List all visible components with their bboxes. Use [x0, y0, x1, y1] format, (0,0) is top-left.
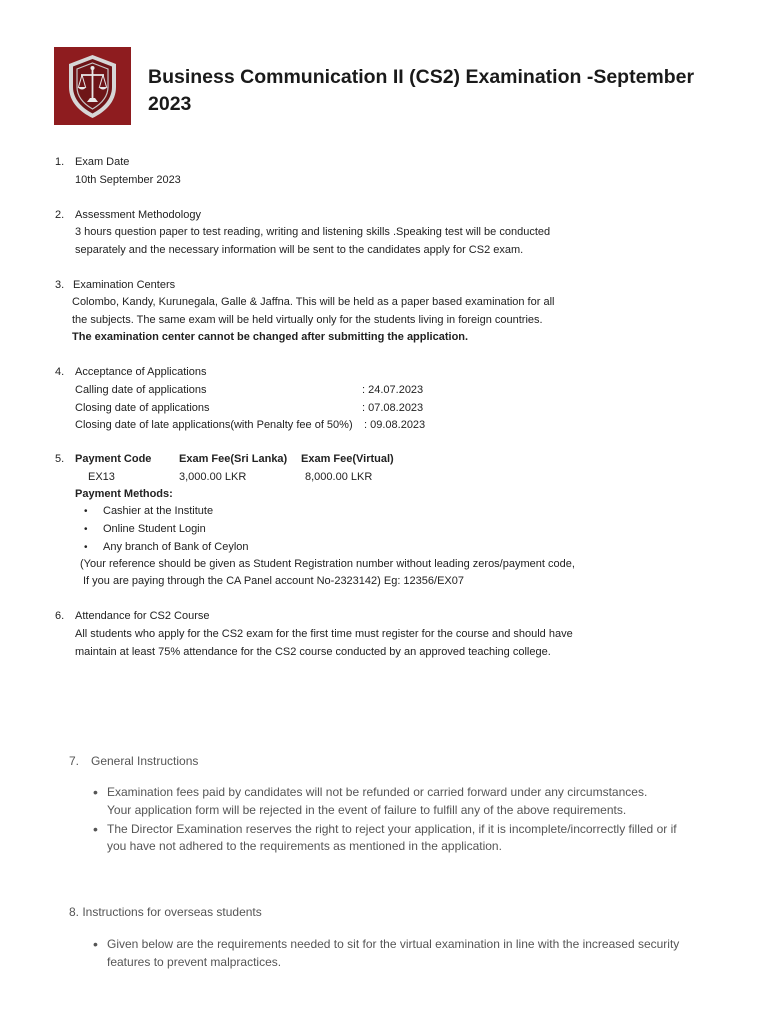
general-instruction-line: Examination fees paid by candidates will not be refunded or carried forward under any circumstances.: [107, 785, 648, 799]
section-5-number: 5.: [55, 453, 65, 465]
fee-virtual-value: 8,000.00 LKR: [305, 471, 373, 483]
overseas-instruction-line: Given below are the requirements needed to sit for the virtual examination in line with the increased security: [107, 937, 680, 951]
section-2-text-line: 3 hours question paper to test reading, writing and listening skills .Speaking test will be conducted: [75, 226, 551, 238]
scales-shield-icon: [54, 47, 131, 125]
section-8-heading: 8. Instructions for overseas students: [69, 905, 262, 919]
fee-virtual-header: Exam Fee(Virtual): [301, 453, 394, 465]
section-3-text-line: the subjects. The same exam will be held virtually only for the students living in foreign countries.: [72, 314, 543, 326]
section-7-number: 7.: [69, 754, 80, 768]
section-3-heading: Examination Centers: [73, 279, 176, 291]
closing-date-value: : 07.08.2023: [362, 402, 424, 414]
late-closing-date-label: Closing date of late applications(with Penalty fee of 50%): [75, 419, 353, 431]
section-3-number: 3.: [55, 279, 65, 291]
section-3-text-line: Colombo, Kandy, Kurunegala, Galle & Jaffna. This will be held as a paper based examination for all: [72, 296, 555, 308]
bullet-icon: •: [93, 936, 98, 952]
bullet-icon: •: [84, 506, 88, 517]
institute-logo: [54, 47, 131, 125]
closing-date-label: Closing date of applications: [75, 402, 210, 414]
payment-method-item: Any branch of Bank of Ceylon: [103, 541, 249, 553]
general-instruction-line: Your application form will be rejected in the event of failure to fulfill any of the above requirements.: [107, 803, 627, 817]
section-6-number: 6.: [55, 610, 65, 622]
payment-method-item: Online Student Login: [103, 523, 206, 535]
section-4-number: 4.: [55, 366, 65, 378]
payment-methods-label: Payment Methods:: [75, 488, 173, 500]
payment-code-value: EX13: [88, 471, 115, 483]
payment-method-item: Cashier at the Institute: [103, 505, 214, 517]
late-closing-date-value: : 09.08.2023: [364, 419, 426, 431]
calling-date-value: : 24.07.2023: [362, 384, 424, 396]
bullet-icon: •: [93, 821, 98, 837]
fee-sri-lanka-value: 3,000.00 LKR: [179, 471, 247, 483]
bullet-icon: •: [93, 784, 98, 800]
section-1-number: 1.: [55, 156, 65, 168]
section-1-heading: Exam Date: [75, 156, 130, 168]
section-6-text-line: maintain at least 75% attendance for the CS2 course conducted by an approved teaching college.: [75, 646, 551, 658]
section-4-heading: Acceptance of Applications: [75, 366, 207, 378]
section-7-heading: General Instructions: [91, 754, 199, 768]
general-instruction-line: The Director Examination reserves the right to reject your application, if it is incomplete/incorrectly filled or if: [107, 822, 677, 836]
exam-date-value: 10th September 2023: [75, 174, 181, 186]
overseas-instruction-line: features to prevent malpractices.: [107, 955, 282, 969]
section-6-text-line: All students who apply for the CS2 exam for the first time must register for the course and should have: [75, 628, 573, 640]
general-instruction-line: you have not adhered to the requirements as mentioned in the application.: [107, 839, 502, 853]
page-title: Business Communication II (CS2) Examination -September 2023: [148, 66, 695, 115]
section-2-number: 2.: [55, 209, 65, 221]
exam-center-note: The examination center cannot be changed after submitting the application.: [72, 331, 469, 343]
calling-date-label: Calling date of applications: [75, 384, 207, 396]
payment-reference-note: (Your reference should be given as Student Registration number without leading zeros/payment code,: [80, 558, 575, 570]
payment-code-header: Payment Code: [75, 453, 152, 465]
bullet-icon: •: [84, 524, 88, 535]
section-6-heading: Attendance for CS2 Course: [75, 610, 210, 622]
bullet-icon: •: [84, 542, 88, 553]
section-2-text-line: separately and the necessary information will be sent to the candidates apply for CS2 exam.: [75, 244, 524, 256]
fee-sri-lanka-header: Exam Fee(Sri Lanka): [179, 453, 288, 465]
payment-reference-note: If you are paying through the CA Panel account No-2323142) Eg: 12356/EX07: [83, 575, 464, 587]
section-2-heading: Assessment Methodology: [75, 209, 201, 221]
